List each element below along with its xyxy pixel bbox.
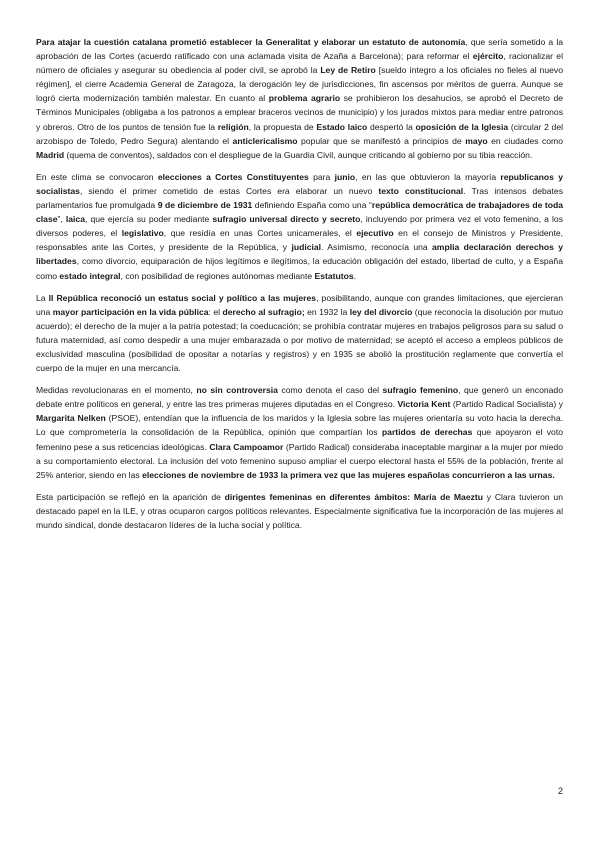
text-run: (Partido Radical) consideraba inaceptable marginar a la mujer por miedo a su comportamiento electoral. La inclusión del voto femenino supuso ampliar el cuerpo electoral hasta el 55% de la población, frente al 25% anterior, siendo en las: [36, 441, 563, 480]
text-run: , que generó un enconado debate entre políticos en general, y entre las tres primeras mujeres diputadas en el Congreso.: [36, 385, 563, 410]
paragraph: [36, 170, 563, 283]
bold-run: derecho al sufragio;: [222, 306, 305, 317]
text-run: , siendo el primer cometido de estas Cortes era elaborar un nuevo: [79, 185, 379, 196]
bold-run: república democrática de trabajadores de toda clase: [36, 200, 563, 225]
text-run: La: [36, 292, 49, 303]
text-run: Medidas revolucionaras en el momento,: [36, 385, 197, 396]
text-run: , racionalizar el número de oficiales y asegurar su obediencia al poder civil, se aprobó la: [36, 51, 563, 76]
text-run: como denota el caso del: [277, 385, 383, 396]
text-run: en el consejo de Ministros y Presidente, responsables ante las Cortes, y presidente de la República, y: [36, 228, 564, 253]
bold-run: judicial: [291, 242, 322, 253]
bold-run: Margarita Nelken: [36, 413, 106, 424]
bold-run: 9 de diciembre de 1931: [157, 200, 253, 211]
text-run: (que reconocía la disolución por mutuo acuerdo); el derecho de la mujer a la patria potestad; la coeducación; se prohibía contratar mujeres en trabajos peligrosos para su salud o futura maternidad, así como despedir a una mujer embarazada o por motivo de maternidad; se aceptó el acceso a empleos públicos de exclusividad masculina (posibilidad de opositar a notarías y registros) y en 1935 se abolió la prostitución reglamente que convertía el cuerpo de la mujer en una mercancía.: [36, 306, 563, 374]
bold-run: legislativo: [121, 228, 164, 239]
text-run: , incluyendo por primera vez el voto femenino, a los diversos poderes, el: [36, 214, 563, 239]
text-run: , posibilitando, aunque con grandes limitaciones, que ejercieran una: [36, 292, 563, 317]
text-run: (quema de conventos), saldados con el despliegue de la Guardia Civil, aunque criticando al gobierno por su tibia reacción.: [64, 149, 533, 160]
bold-run: Estatutos: [314, 270, 354, 281]
text-run: popular que se manifestó a principios de: [297, 135, 466, 146]
text-run: y Clara tuvieron un destacado papel en la ILE, y otras ocuparon cargos políticos relevantes. Especialmente significativa fue la incorporación de las mujeres al mundo sindical, donde destacaron líderes de la lucha social y política.: [36, 491, 563, 530]
paragraph: [36, 490, 563, 532]
text-run: , que residía en unas Cortes unicamerales, el: [163, 228, 357, 239]
text-run: , con posibilidad de regiones autónomas mediante: [120, 270, 315, 281]
text-run: despertó la: [367, 121, 416, 132]
bold-run: sufragio femenino: [382, 385, 459, 396]
text-run: , la propuesta de: [248, 121, 317, 132]
bold-run: sufragio universal directo y secreto: [212, 214, 361, 225]
bold-run: elecciones de noviembre de 1933 la primera vez que las mujeres españolas concurrieron a las urnas.: [142, 469, 555, 480]
body-text: [36, 35, 563, 532]
text-run: (PSOE), entendían que la influencia de los maridos y la Iglesia sobre las mujeres orientaría su voto hacia la derecha. Lo que comprometería la consolidación de la República, opinión que compartían los: [36, 413, 563, 438]
bold-run: elecciones a Cortes Constituyentes: [157, 171, 309, 182]
bold-run: dirigentes femeninas en diferentes ámbitos: María de Maeztu: [224, 491, 484, 502]
bold-run: Victoria Kent: [397, 399, 451, 410]
text-run: .: [353, 270, 357, 281]
bold-run: republicanos y socialistas: [36, 171, 563, 196]
bold-run: Para atajar la cuestión catalana prometió establecer la Generalitat y elaborar un estatuto de autonomía: [36, 37, 466, 47]
text-run: . Asimismo, reconocía una: [321, 242, 433, 253]
text-run: se prohibieron los desahucios, se aprobó el Decreto de Términos Municipales (obligaba a los patronos a emplear braceros vecinos de municipio) y los jurados mixtos para mediar entre patronos y obreros. Otro de los puntos de tensión fue la: [36, 93, 564, 132]
bold-run: ejército: [472, 51, 504, 62]
bold-run: ejecutivo: [356, 228, 394, 239]
bold-run: oposición de la Iglesia: [415, 121, 509, 132]
text-run: : el: [208, 306, 223, 317]
text-run: , que ejercía su poder mediante: [84, 214, 213, 225]
text-run: definiendo España como una “: [252, 200, 372, 211]
bold-run: Estado laico: [316, 121, 368, 132]
bold-run: Ley de Retiro: [320, 65, 376, 76]
bold-run: problema agrario: [268, 93, 341, 104]
bold-run: ley del divorcio: [349, 306, 413, 317]
bold-run: mayor participación en la vida pública: [52, 306, 209, 317]
bold-run: no sin controversia: [196, 385, 278, 396]
paragraph: [36, 291, 563, 376]
paragraph: [36, 35, 563, 162]
paragraph: [36, 383, 563, 482]
text-run: , como divorcio, equiparación de hijos legítimos e ilegítimos, la educación obligación del estado, libertad de culto, y a España como: [36, 256, 563, 281]
text-run: que apoyaron el voto femenino pese a sus reticencias ideológicas.: [36, 427, 563, 452]
text-run: para: [308, 171, 335, 182]
text-run: , que sería sometido a la aprobación de las Cortes (acuerdo ratificado con una aclamada visita de Azaña a Barcelona); para reformar el: [36, 37, 564, 62]
text-run: en 1932 la: [304, 306, 350, 317]
bold-run: laica: [65, 214, 85, 225]
text-run: en ciudades como: [487, 135, 563, 146]
bold-run: anticlericalismo: [232, 135, 298, 146]
bold-run: estado integral: [59, 270, 121, 281]
bold-run: amplia declaración derechos y libertades: [36, 242, 564, 267]
text-run: , en las que obtuvieron la mayoría: [355, 171, 501, 182]
text-run: Esta participación se reflejó en la aparición de: [36, 491, 225, 502]
page-number: 2: [557, 786, 563, 796]
text-run: ”,: [57, 214, 66, 225]
text-run: . Tras intensos debates parlamentarios fue promulgada: [36, 185, 564, 211]
bold-run: junio: [334, 171, 356, 182]
bold-run: religión: [217, 121, 249, 132]
bold-run: II República reconoció un estatus social y político a las mujeres: [48, 292, 317, 303]
text-run: En este clima se convocaron: [36, 171, 158, 182]
text-run: (Partido Radical Socialista) y: [450, 399, 563, 410]
text-run: (circular 2 del arzobispo de Toledo, Pedro Segura) alentando el: [36, 121, 564, 146]
bold-run: Clara Campoamor: [209, 441, 284, 452]
bold-run: partidos de derechas: [381, 427, 473, 438]
bold-run: mayo: [465, 135, 488, 146]
bold-run: texto constitucional: [378, 185, 464, 196]
bold-run: Madrid: [36, 149, 65, 160]
text-run: [sueldo íntegro a los oficiales no fieles al nuevo régimen], el cierre Academia General de Zaragoza, la derogación ley de jurisdicciones, fin ascensos por méritos de guerra. Aunque se logró cierta modernización también malestar. En cuanto al: [36, 65, 563, 104]
